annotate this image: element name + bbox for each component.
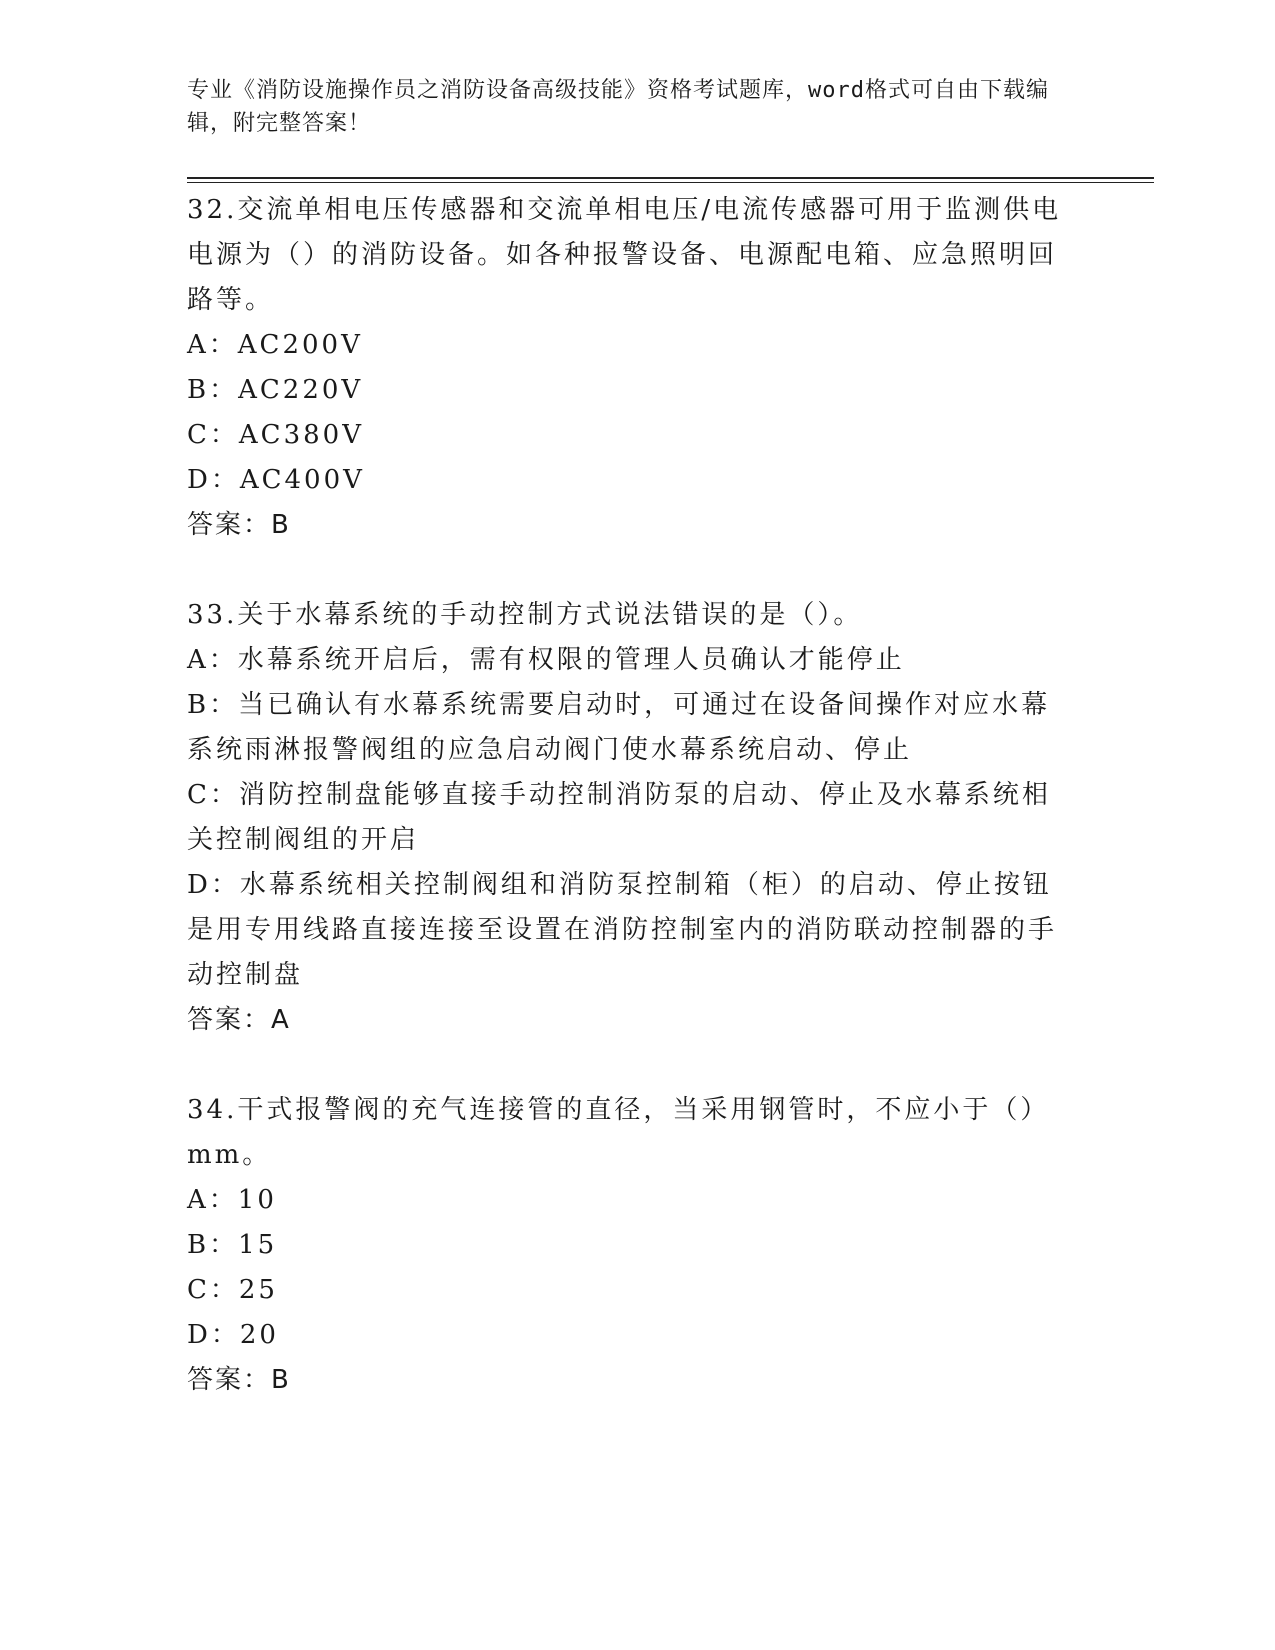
question-32: [187, 188, 1067, 548]
question-stem: 32.交流单相电压传感器和交流单相电压/电流传感器可用于监测供电电源为（）的消防设备。如各种报警设备、电源配电箱、应急照明回路等。: [187, 195, 1062, 315]
question-stem: 34.干式报警阀的充气连接管的直径，当采用钢管时，不应小于（）mm。: [187, 1095, 1050, 1170]
option-d: D：20: [187, 1320, 279, 1350]
option-c: C：消防控制盘能够直接手动控制消防泵的启动、停止及水幕系统相关控制阀组的开启: [187, 780, 1051, 855]
answer-line: 答案：B: [187, 1365, 291, 1395]
question-stem: 33.关于水幕系统的手动控制方式说法错误的是（）。: [187, 600, 863, 630]
option-c: C：AC380V: [187, 420, 364, 450]
option-b: B：AC220V: [187, 375, 364, 405]
option-c: C：25: [187, 1275, 278, 1305]
question-33: [187, 593, 1067, 1043]
document-header: 专业《消防设施操作员之消防设备高级技能》资格考试题库，word格式可自由下载编辑，附完整答案！: [187, 78, 1049, 136]
answer-line: 答案：A: [187, 1005, 291, 1035]
option-b: B：15: [187, 1230, 278, 1260]
question-spacer: [187, 1043, 1067, 1088]
option-a: A：AC200V: [187, 330, 363, 360]
option-a: A：10: [187, 1185, 277, 1215]
option-a: A：水幕系统开启后，需有权限的管理人员确认才能停止: [187, 645, 905, 675]
option-d: D：水幕系统相关控制阀组和消防泵控制箱（柜）的启动、停止按钮是用专用线路直接连接至设置在消防控制室内的消防联动控制器的手动控制盘: [187, 870, 1058, 990]
question-list: [187, 188, 1067, 1403]
header-divider-thick: [187, 177, 1154, 179]
question-spacer: [187, 548, 1067, 593]
option-b: B：当已确认有水幕系统需要启动时，可通过在设备间操作对应水幕系统雨淋报警阀组的应急启动阀门使水幕系统启动、停止: [187, 690, 1051, 765]
question-34: [187, 1088, 1067, 1403]
option-d: D：AC400V: [187, 465, 365, 495]
header-divider-thin: [187, 182, 1154, 183]
answer-line: 答案：B: [187, 510, 291, 540]
